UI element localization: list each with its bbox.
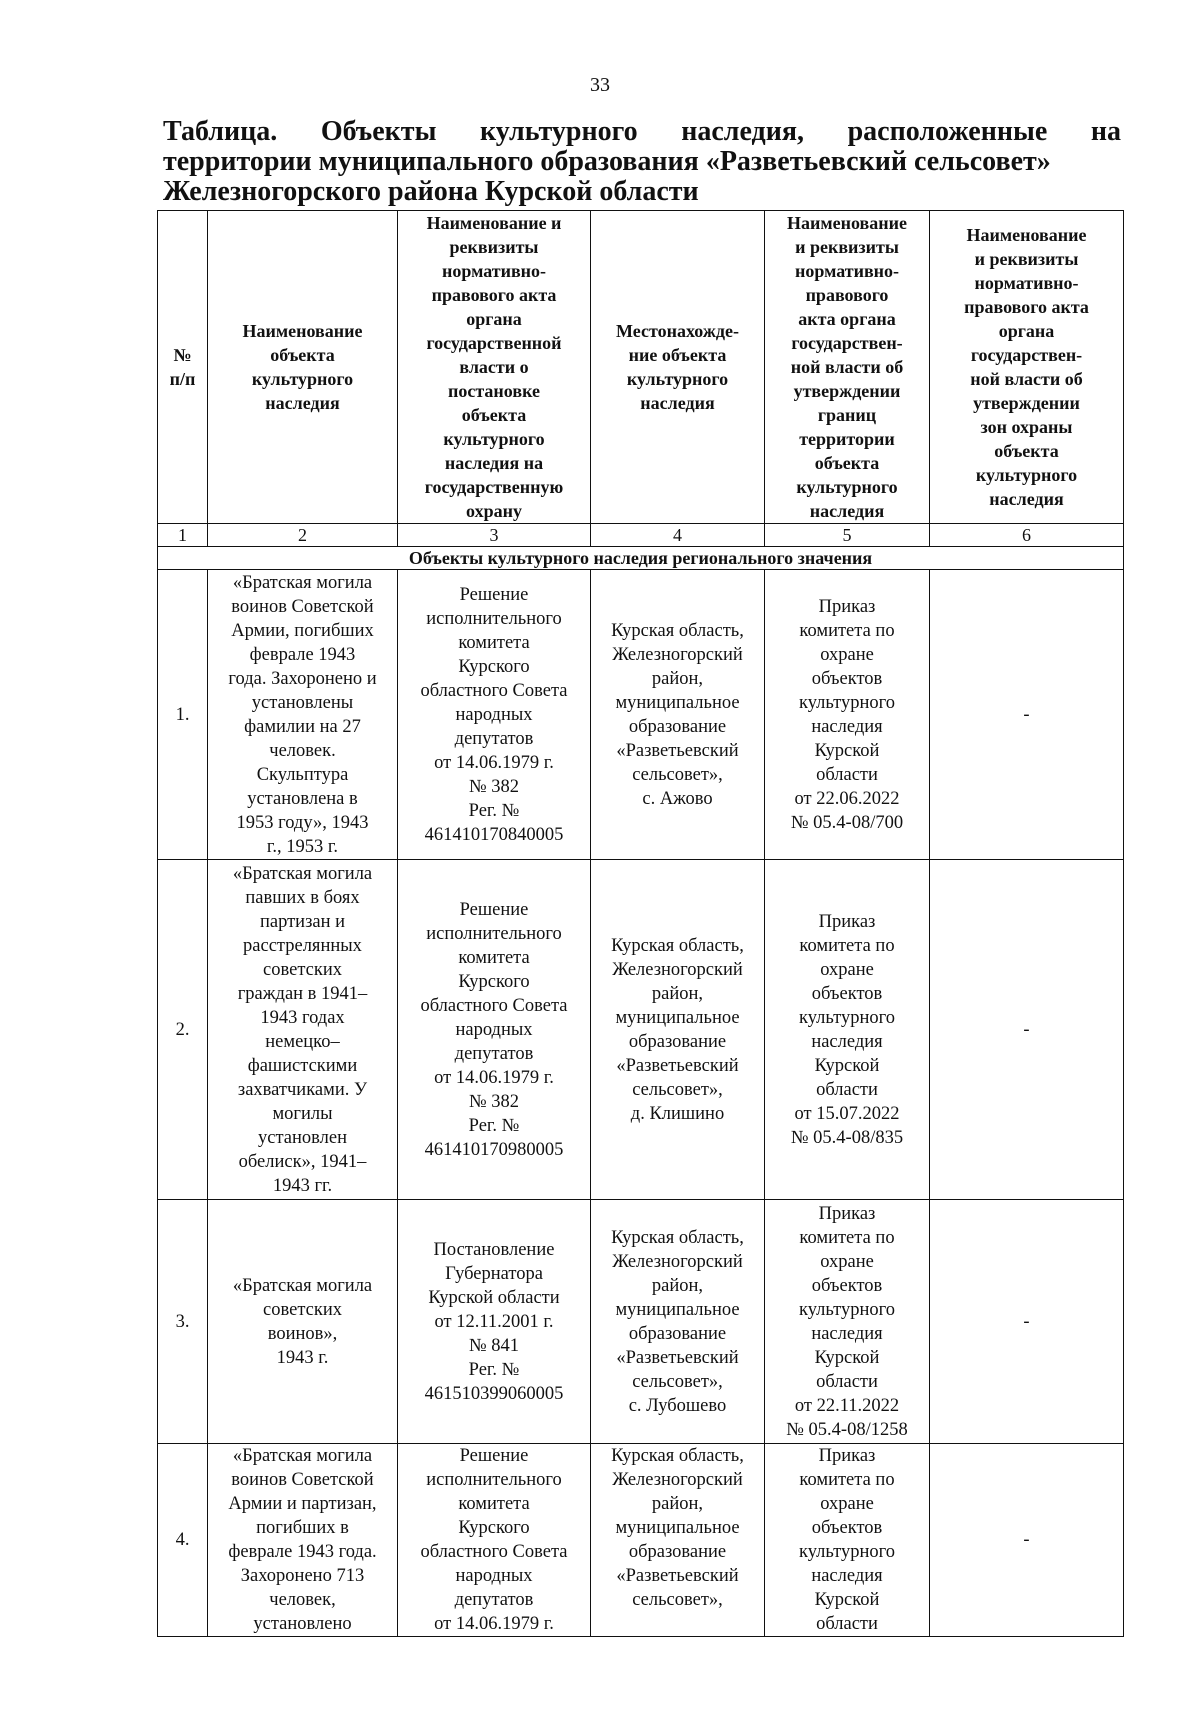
- header-boundaries-act: Наименование и реквизиты нормативно- правового акта органа государствен- ной власти об утверждении границ территории объекта культурного наследия: [765, 211, 930, 524]
- protection-act: Решение исполнительного комитета Курского областного Совета народных депутатов от 14.06.1979 г. № 382 Рег. № 461410170980005: [398, 860, 591, 1200]
- object-location: Курская область, Железногорский район, муниципальное образование «Разветьевский сельсовет», с. Лубошево: [591, 1200, 765, 1444]
- protection-act: Решение исполнительного комитета Курского областного Совета народных депутатов от 14.06.1979 г.: [398, 1444, 591, 1637]
- column-number: 1: [158, 524, 208, 547]
- object-name: «Братская могила павших в боях партизан и расстрелянных советских граждан в 1941– 1943 годах немецко– фашистскими захватчиками. У могилы установлен обелиск», 1941– 1943 гг.: [208, 860, 398, 1200]
- boundaries-act: Приказ комитета по охране объектов культурного наследия Курской области от 15.07.2022 № 05.4-08/835: [765, 860, 930, 1200]
- row-number: 1.: [158, 570, 208, 860]
- zones-act: -: [930, 860, 1124, 1200]
- column-number: 5: [765, 524, 930, 547]
- section-row: [158, 547, 1124, 570]
- title-line-2: территории муниципального образования «Разветьевский сельсовет»: [163, 146, 1051, 177]
- zones-act: -: [930, 570, 1124, 860]
- title-word: наследия,: [681, 116, 804, 147]
- boundaries-act: Приказ комитета по охране объектов культурного наследия Курской области: [765, 1444, 930, 1637]
- zones-act: -: [930, 1444, 1124, 1637]
- title-word: расположенные: [847, 116, 1048, 147]
- title-line-1: [163, 117, 1121, 147]
- table-row: [158, 570, 1124, 860]
- title-word: культурного: [480, 116, 638, 147]
- object-location: Курская область, Железногорский район, муниципальное образование «Разветьевский сельсовет»,: [591, 1444, 765, 1637]
- header-number: № п/п: [158, 211, 208, 524]
- section-title: Объекты культурного наследия регионального значения: [158, 547, 1124, 570]
- heritage-table: [157, 210, 1124, 1637]
- object-name: «Братская могила советских воинов», 1943 г.: [208, 1200, 398, 1444]
- row-number: 4.: [158, 1444, 208, 1637]
- row-number: 2.: [158, 860, 208, 1200]
- table-row: [158, 860, 1124, 1200]
- table-header-row: [158, 211, 1124, 524]
- column-number: 3: [398, 524, 591, 547]
- protection-act: Постановление Губернатора Курской области от 12.11.2001 г. № 841 Рег. № 461510399060005: [398, 1200, 591, 1444]
- column-number: 2: [208, 524, 398, 547]
- header-protection-act: Наименование и реквизиты нормативно- правового акта органа государственной власти о постановке объекта культурного наследия на государственную охрану: [398, 211, 591, 524]
- page-number: 33: [590, 74, 610, 96]
- table-row: [158, 1200, 1124, 1444]
- protection-act: Решение исполнительного комитета Курского областного Совета народных депутатов от 14.06.1979 г. № 382 Рег. № 461410170840005: [398, 570, 591, 860]
- zones-act: -: [930, 1200, 1124, 1444]
- table-row: [158, 1444, 1124, 1637]
- row-number: 3.: [158, 1200, 208, 1444]
- object-location: Курская область, Железногорский район, муниципальное образование «Разветьевский сельсовет», с. Ажово: [591, 570, 765, 860]
- title-word: на: [1090, 116, 1121, 147]
- object-name: «Братская могила воинов Советской Армии и партизан, погибших в феврале 1943 года. Захоронено 713 человек, установлено: [208, 1444, 398, 1637]
- title-line-3: Железногорского района Курской области: [163, 176, 699, 207]
- title-word: Объекты: [320, 116, 437, 147]
- object-name: «Братская могила воинов Советской Армии, погибших феврале 1943 года. Захоронено и установлены фамилии на 27 человек. Скульптура установлена в 1953 году», 1943 г., 1953 г.: [208, 570, 398, 860]
- object-location: Курская область, Железногорский район, муниципальное образование «Разветьевский сельсовет», д. Клишино: [591, 860, 765, 1200]
- column-number-row: [158, 524, 1124, 547]
- boundaries-act: Приказ комитета по охране объектов культурного наследия Курской области от 22.06.2022 № 05.4-08/700: [765, 570, 930, 860]
- header-location: Местонахожде- ние объекта культурного наследия: [591, 211, 765, 524]
- column-number: 4: [591, 524, 765, 547]
- boundaries-act: Приказ комитета по охране объектов культурного наследия Курской области от 22.11.2022 № 05.4-08/1258: [765, 1200, 930, 1444]
- title-word: Таблица.: [163, 116, 278, 147]
- column-number: 6: [930, 524, 1124, 547]
- header-object-name: Наименование объекта культурного наследия: [208, 211, 398, 524]
- header-zones-act: Наименование и реквизиты нормативно- правового акта органа государствен- ной власти об утверждении зон охраны объекта культурного наследия: [930, 211, 1124, 524]
- page-title: [163, 117, 1121, 207]
